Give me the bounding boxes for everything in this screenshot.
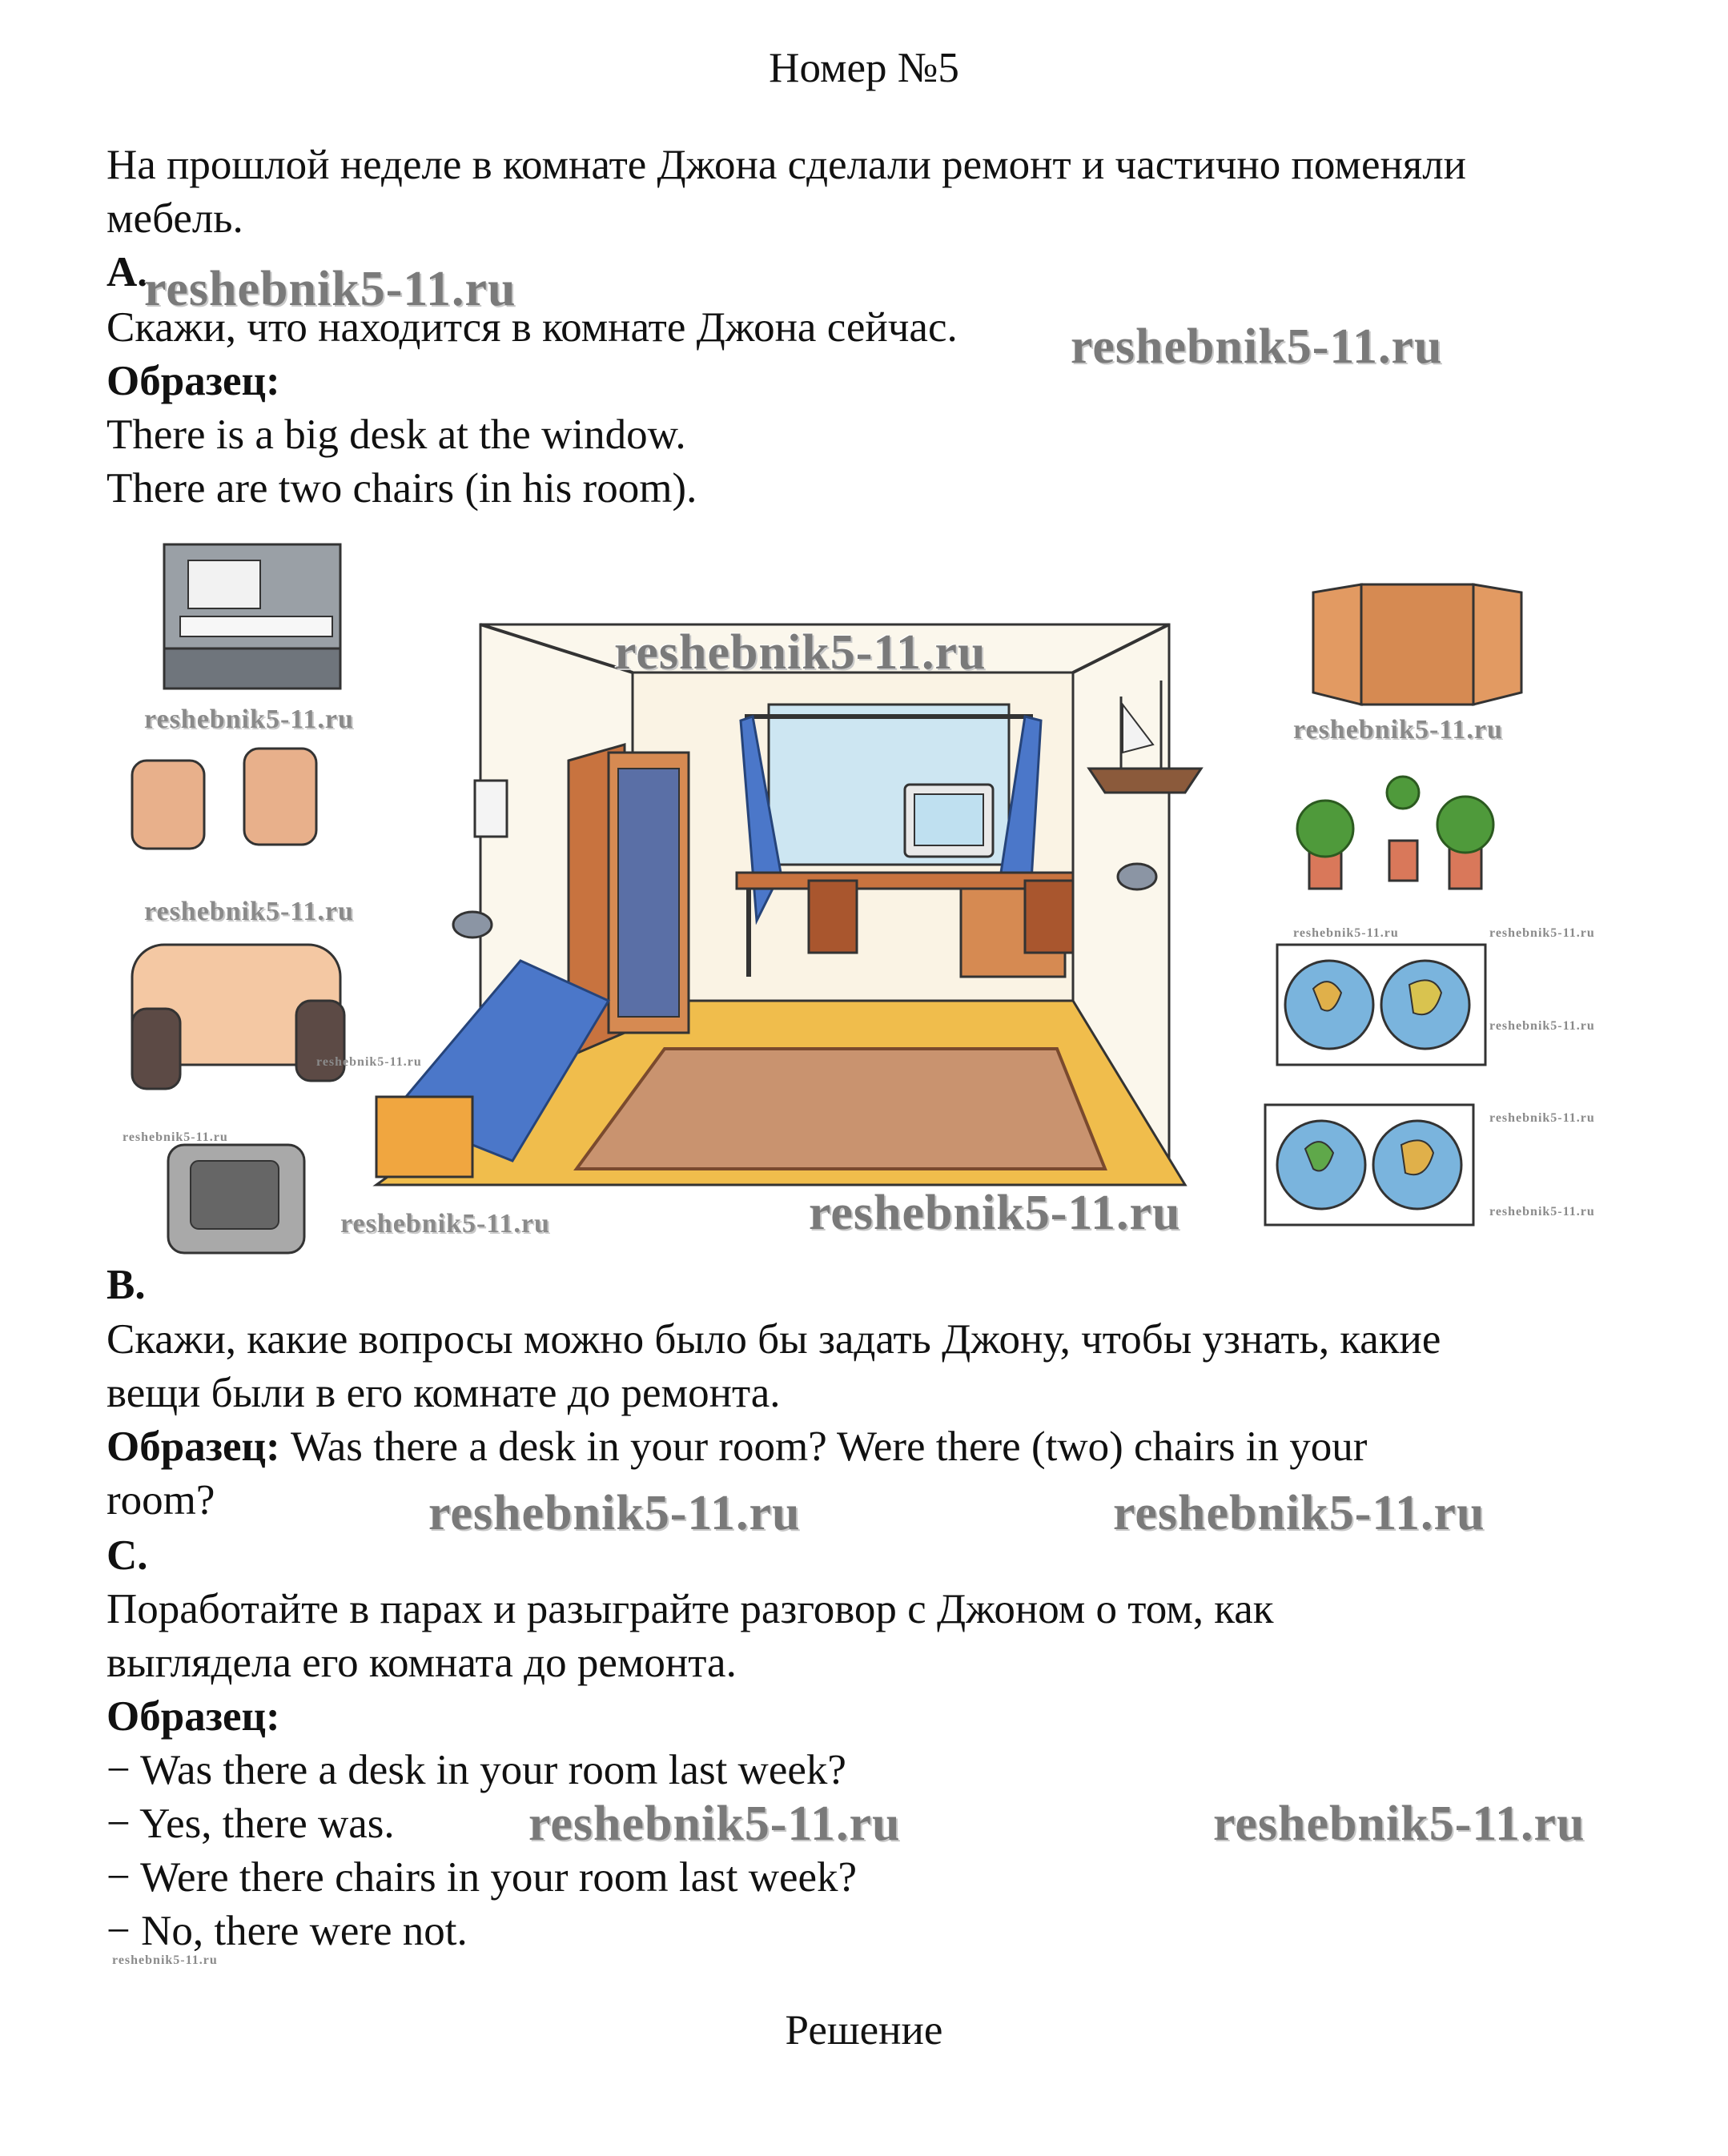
watermark: reshebnik5-11.ru xyxy=(144,262,516,316)
watermark: reshebnik5-11.ru xyxy=(123,1130,228,1144)
watermark: reshebnik5-11.ru xyxy=(1489,1019,1595,1033)
section-b-task-1: Скажи, какие вопросы можно было бы задать Джону, чтобы узнать, какие xyxy=(106,1316,1441,1363)
section-b-task-2: вещи были в его комнате до ремонта. xyxy=(106,1370,781,1416)
dialog-line-2: − Yes, there was. xyxy=(106,1801,395,1847)
watermark: reshebnik5-11.ru xyxy=(316,1055,422,1069)
watermark: reshebnik5-11.ru xyxy=(144,705,354,734)
watermark: reshebnik5-11.ru xyxy=(1293,715,1503,745)
section-b-sample-text: Was there a desk in your room? Were there (two) chairs in your xyxy=(290,1423,1368,1470)
dialog-line-1: − Was there a desk in your room last week? xyxy=(106,1747,846,1793)
section-c-letter: C. xyxy=(106,1532,148,1579)
section-a-sample-label: Образец: xyxy=(106,358,280,404)
section-b-sample-label: Образец: xyxy=(106,1423,280,1470)
watermark: reshebnik5-11.ru xyxy=(340,1209,550,1239)
solution-heading: Решение xyxy=(785,2007,943,2054)
world-map-icon-2 xyxy=(1265,1105,1473,1225)
watermark: reshebnik5-11.ru xyxy=(144,897,354,926)
section-a-task: Скажи, что находится в комнате Джона сейчас. xyxy=(106,304,958,351)
tv-icon xyxy=(168,1145,304,1253)
watermark: reshebnik5-11.ru xyxy=(528,1797,901,1851)
sofa-icon xyxy=(132,945,344,1089)
dialog-line-3: − Were there chairs in your room last week? xyxy=(106,1854,858,1901)
watermark: reshebnik5-11.ru xyxy=(1489,1205,1595,1219)
intro-line-2: мебель. xyxy=(106,195,243,242)
section-c-sample-label: Образец: xyxy=(106,1693,280,1740)
watermark: reshebnik5-11.ru xyxy=(112,1953,218,1967)
watermark: reshebnik5-11.ru xyxy=(809,1186,1181,1240)
watermark: reshebnik5-11.ru xyxy=(428,1486,801,1540)
watermark: reshebnik5-11.ru xyxy=(1113,1486,1485,1540)
section-b-sample-1 xyxy=(106,1420,1367,1473)
section-c-task-2: выглядела его комната до ремонта. xyxy=(106,1640,737,1686)
piano-icon xyxy=(164,544,340,689)
watermark: reshebnik5-11.ru xyxy=(1489,1111,1595,1125)
page-title: Номер №5 xyxy=(769,45,959,91)
section-a-letter: A. xyxy=(106,249,148,295)
watermark: reshebnik5-11.ru xyxy=(1071,319,1443,374)
armchairs-icon xyxy=(132,749,316,849)
watermark: reshebnik5-11.ru xyxy=(1213,1797,1585,1851)
section-a-example-2: There are two chairs (in his room). xyxy=(106,465,697,512)
section-c-task-1: Поработайте в парах и разыграйте разговор с Джоном о том, как xyxy=(106,1586,1274,1632)
section-b-letter: B. xyxy=(106,1262,146,1308)
dialog-line-4: − No, there were not. xyxy=(106,1908,468,1954)
room-scene xyxy=(376,624,1201,1185)
plants-icon xyxy=(1297,777,1493,889)
intro-line-1: На прошлой неделе в комнате Джона сделали ремонт и частично поменяли xyxy=(106,142,1467,188)
section-b-sample-2: room? xyxy=(106,1477,215,1524)
watermark: reshebnik5-11.ru xyxy=(1293,926,1399,940)
world-map-icon-1 xyxy=(1277,945,1485,1065)
wardrobe-icon xyxy=(1313,584,1521,705)
watermark: reshebnik5-11.ru xyxy=(614,625,987,680)
watermark: reshebnik5-11.ru xyxy=(1489,926,1595,940)
section-a-example-1: There is a big desk at the window. xyxy=(106,412,686,458)
